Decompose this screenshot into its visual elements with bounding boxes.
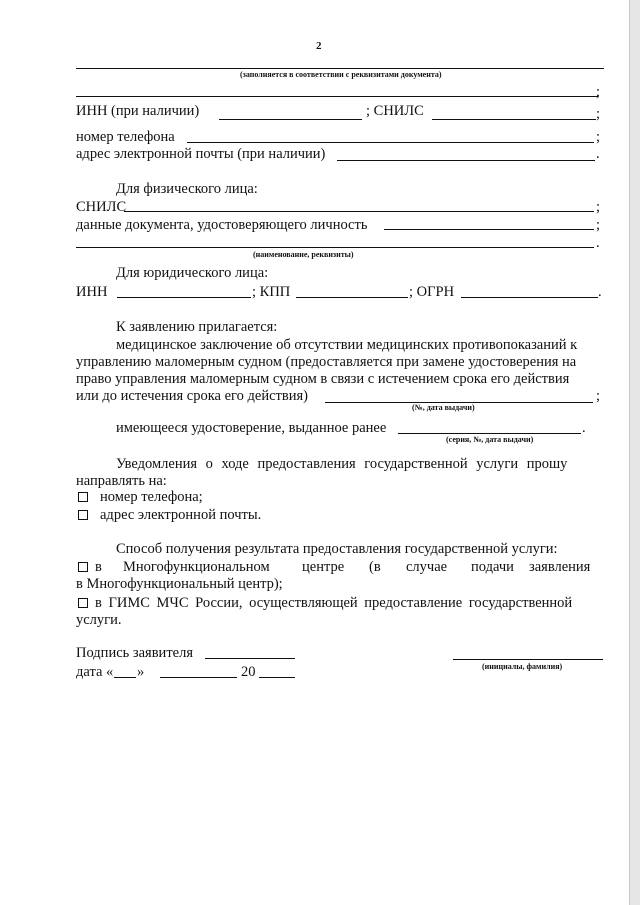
inn-label: ИНН (при наличии) — [76, 103, 200, 119]
semicolon: ; — [596, 217, 601, 233]
period: . — [596, 235, 600, 251]
id-doc-field-2[interactable] — [76, 247, 594, 248]
semicolon: ; — [596, 199, 601, 215]
semicolon: ; — [596, 106, 601, 122]
gims-checkbox[interactable] — [78, 598, 88, 608]
kpp-label: ; КПП — [252, 284, 291, 300]
gims-line-2: услуги. — [76, 612, 122, 628]
phone-label: номер телефона — [76, 129, 175, 145]
email-field[interactable] — [337, 160, 595, 161]
period: . — [596, 146, 600, 162]
attachments-line-3: право управления маломерным судном в связи с истечением срока его действия — [76, 371, 570, 387]
attachments-line-4: или до истечения срока его действия) — [76, 388, 308, 404]
semicolon: ; — [596, 388, 601, 404]
page-number: 2 — [316, 40, 322, 52]
legal-inn-label: ИНН — [76, 284, 108, 300]
notifications-line-1: Уведомления о ходе предоставления государственной услуги прошу — [116, 456, 568, 472]
date-year-prefix: 20 — [241, 664, 256, 680]
gims-line-1: в ГИМС МЧС России, осуществляющей предоставление государственной — [95, 595, 573, 611]
id-doc-field[interactable] — [384, 229, 594, 230]
initials-note: (инициалы, фамилия) — [482, 662, 563, 671]
mfc-word-7: заявления — [529, 559, 591, 575]
ogrn-field[interactable] — [461, 297, 598, 298]
mfc-word-2: Многофункциональном — [123, 559, 270, 575]
date-year-field[interactable] — [259, 677, 295, 678]
legal-inn-field[interactable] — [117, 297, 251, 298]
attachments-heading: К заявлению прилагается: — [116, 319, 278, 335]
date-close: » — [137, 664, 145, 680]
individual-snils-label: СНИЛС — [76, 199, 127, 215]
legal-heading: Для юридического лица: — [116, 265, 269, 281]
mfc-word-3: центре — [302, 559, 345, 575]
snils-label: ; СНИЛС — [366, 103, 424, 119]
id-doc-note: (наименование, реквизиты) — [253, 250, 354, 259]
date-day-field[interactable] — [114, 677, 136, 678]
initials-field[interactable] — [453, 659, 603, 660]
mfc-line-2: в Многофункциональный центр); — [76, 576, 283, 592]
email-option-label: адрес электронной почты. — [100, 507, 262, 523]
individual-heading: Для физического лица: — [116, 181, 258, 197]
period: . — [598, 284, 602, 300]
ogrn-label: ; ОГРН — [409, 284, 455, 300]
signature-field[interactable] — [205, 658, 295, 659]
requisites-note: (заполняется в соответствии с реквизитами документа) — [240, 70, 442, 79]
inn-field[interactable] — [219, 119, 362, 120]
attachments-line-1: медицинское заключение об отсутствии медицинских противопоказаний к — [116, 337, 578, 353]
id-doc-label: данные документа, удостоверяющего личность — [76, 217, 368, 233]
email-checkbox[interactable] — [78, 510, 88, 520]
requisites-line[interactable] — [76, 68, 604, 69]
existing-cert-label: имеющееся удостоверение, выданное ранее — [116, 420, 387, 436]
semicolon: ; — [596, 84, 601, 100]
period: . — [582, 420, 586, 436]
notifications-line-2: направлять на: — [76, 473, 167, 489]
email-label: адрес электронной почты (при наличии) — [76, 146, 326, 162]
scan-edge — [630, 0, 640, 905]
signature-label: Подпись заявителя — [76, 645, 193, 661]
semicolon: ; — [596, 129, 601, 145]
date-month-field[interactable] — [160, 677, 237, 678]
mfc-checkbox[interactable] — [78, 562, 88, 572]
mfc-word-4: (в — [369, 559, 381, 575]
snils-field[interactable] — [432, 119, 596, 120]
medical-cert-note: (№, дата выдачи) — [412, 403, 475, 412]
individual-snils-field[interactable] — [124, 211, 594, 212]
mfc-word-1: в — [95, 559, 102, 575]
existing-cert-field[interactable] — [398, 433, 581, 434]
phone-option-label: номер телефона; — [100, 489, 203, 505]
date-label: дата « — [76, 664, 114, 680]
phone-field[interactable] — [187, 142, 594, 143]
kpp-field[interactable] — [296, 297, 408, 298]
requisites-line-2[interactable] — [76, 96, 598, 97]
result-heading: Способ получения результата предоставления государственной услуги: — [116, 541, 558, 557]
mfc-word-5: случае — [406, 559, 448, 575]
attachments-line-2: управлению маломерным судном (предоставляется при замене удостоверения на — [76, 354, 577, 370]
existing-cert-note: (серия, №, дата выдачи) — [446, 435, 534, 444]
mfc-word-6: подачи — [471, 559, 514, 575]
phone-checkbox[interactable] — [78, 492, 88, 502]
